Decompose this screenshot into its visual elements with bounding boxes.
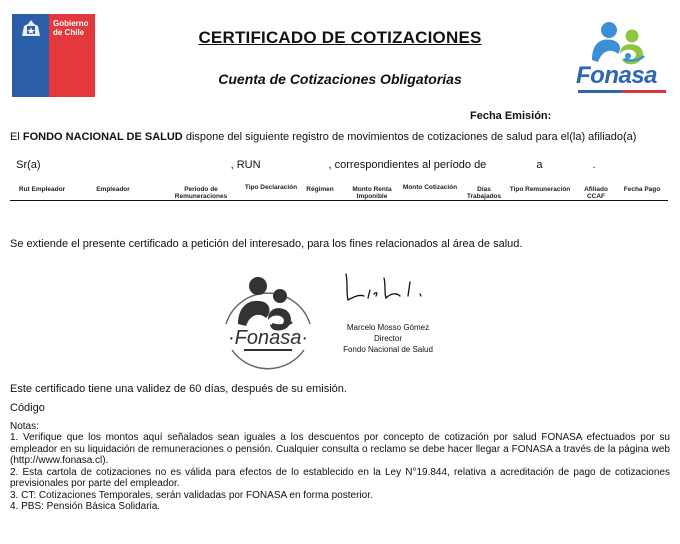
gov-logo-line1: Gobierno [53,19,89,28]
fonasa-seal [212,262,324,374]
col-tipo-remuneracion: Tipo Remuneración [509,186,571,193]
validity-statement: Este certificado tiene una validez de 60 días, después de su emisión. [10,383,347,395]
col-periodo-remuneraciones: Periodo de Remuneraciones [174,186,228,200]
signer-name: Marcelo Mosso Gómez [346,323,430,332]
director-signature [342,268,432,308]
fonasa-family-icon [572,10,672,66]
col-monto-renta-imponible: Monto Renta Imponible [352,186,392,200]
fonasa-logo-underline [578,90,666,93]
col-monto-cotizacion: Monto Cotización [402,184,458,191]
col-regimen: Régimen [306,186,334,193]
fonasa-logo-text: Fonasa [576,62,658,89]
document-title: CERTIFICADO DE COTIZACIONES [198,28,482,47]
col-afiliado-ccaf: Afiliado CCAF [584,186,608,200]
col-rut-empleador: Rut Empleador [18,186,66,193]
period-label: , correspondientes al período de [328,159,487,171]
gov-logo-line2: de Chile [53,28,85,37]
contributions-table-header [10,182,668,201]
affiliate-line [10,144,596,172]
intro-prefix: El [10,131,23,143]
intro-suffix: dispone del siguiente registro de movimientos de cotizaciones de salud para el(la) afiliado(a) [182,131,637,143]
request-statement: Se extiende el presente certificado a petición del interesado, para los fines relacionados al área de salud. [10,238,523,250]
fecha-emision-label: Fecha Emisión: [470,110,552,122]
svg-text:·Fonasa·: ·Fonasa· [227,327,309,349]
notes-label: Notas: [10,421,39,432]
col-dias-trabajados: Días Trabajados [466,186,502,200]
col-tipo-declaracion: Tipo Declaración [244,184,298,191]
intro-paragraph [10,130,672,144]
signer-block [336,322,440,355]
period-end: . [592,159,596,171]
fecha-emision [470,110,551,122]
org-name: FONDO NACIONAL DE SALUD [22,131,183,143]
note-item-1: 1. Verifique que los montos aquí señalados sean iguales a los descuentos por concepto de cotización por salud FONASA efectuados por su empleador en su liquidación de remuneraciones o pensión. Cualquier consulta o reclamo se debe hacer llegar a FONASA a través de la página web (http://www.fonasa.cl). [10,432,670,466]
note-item-2: 2. Esta cartola de cotizaciones no es válida para efectos de lo establecido en la Ley N°19.844, relativa a acreditación de pago de cotizaciones previsionales por parte del empleador. [10,466,670,489]
note-item-4: 4. PBS: Pensión Básica Solidaria. [10,501,161,512]
sr-label: Sr(a) [16,159,41,171]
col-empleador: Empleador [96,186,130,193]
signer-title: Director [373,334,402,343]
period-to-label: a [536,159,543,171]
document-subtitle: Cuenta de Cotizaciones Obligatorias [218,71,462,87]
run-label: , RUN [230,159,261,171]
fonasa-logo [572,10,672,96]
notes-list [10,432,670,513]
note-item-3: 3. CT: Cotizaciones Temporales, serán validadas por FONASA en forma posterior. [10,489,373,501]
codigo-label: Código [10,402,45,414]
signer-org: Fondo Nacional de Salud [343,345,433,354]
col-fecha-pago: Fecha Pago [623,186,661,193]
fonasa-seal-icon [212,262,324,374]
